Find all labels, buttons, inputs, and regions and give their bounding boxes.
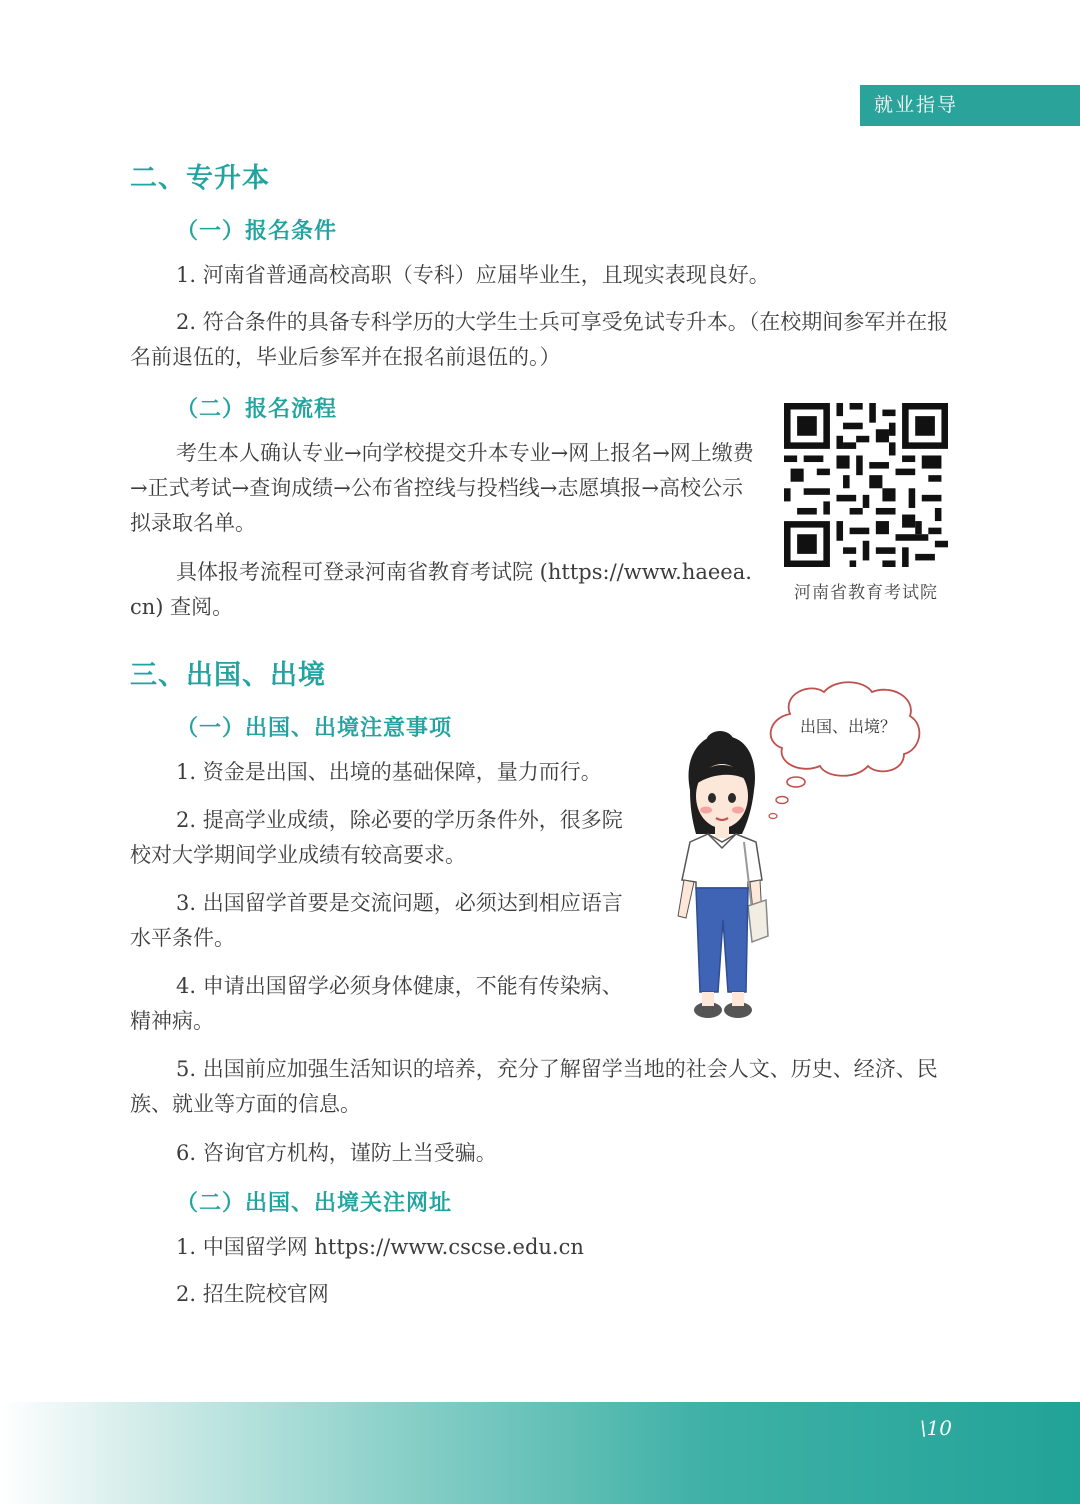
website-item-1: 1. 中国留学网 https://www.cscse.edu.cn — [176, 1235, 584, 1259]
section-title-abroad: 三、出国、出境 — [130, 660, 326, 691]
qr-code — [784, 403, 948, 567]
qr-caption: 河南省教育考试院 — [794, 583, 938, 603]
process-paragraph: 考生本人确认专业→向学校提交升本专业→网上报名→网上缴费→正式考试→查询成绩→公布省控线与投档线→志愿填报→高校公示拟录取名单。 — [130, 441, 754, 535]
section-title-upgrade: 二、专升本 — [130, 163, 270, 194]
thought-bubble — [760, 676, 930, 826]
note-item-5: 5. 出国前应加强生活知识的培养，充分了解留学当地的社会人文、历史、经济、民族、就业等方面的信息。 — [130, 1057, 938, 1116]
subsection-title-process: （二）报名流程 — [176, 397, 338, 422]
website-item-2: 2. 招生院校官网 — [176, 1282, 329, 1306]
note-item-2: 2. 提高学业成绩，除必要的学历条件外，很多院校对大学期间学业成绩有较高要求。 — [130, 808, 623, 867]
subsection-title-websites: （二）出国、出境关注网址 — [176, 1191, 453, 1216]
student-girl-illustration — [668, 730, 778, 1030]
note-item-4: 4. 申请出国留学必须身体健康，不能有传染病、精神病。 — [130, 974, 623, 1033]
requirement-item-2: 2. 符合条件的具备专科学历的大学生士兵可享受免试专升本。（在校期间参军并在报名前退伍的，毕业后参军并在报名前退伍的。） — [130, 310, 949, 369]
bubble-text: 出国、出境？ — [800, 717, 897, 736]
footer-band — [0, 1402, 1080, 1504]
note-item-1: 1. 资金是出国、出境的基础保障，量力而行。 — [176, 760, 602, 784]
note-item-6: 6. 咨询官方机构，谨防上当受骗。 — [176, 1141, 497, 1165]
subsection-title-requirements: （一）报名条件 — [176, 219, 338, 244]
requirement-item-1: 1. 河南省普通高校高职（专科）应届毕业生，且现实表现良好。 — [176, 263, 770, 287]
page-number: \10 — [919, 1416, 952, 1440]
section-tag: 就业指导 — [860, 85, 1080, 126]
note-item-3: 3. 出国留学首要是交流问题，必须达到相应语言水平条件。 — [130, 891, 623, 950]
process-link-paragraph: 具体报考流程可登录河南省教育考试院 (https://www.haeea.cn) 查阅。 — [130, 560, 752, 619]
subsection-title-notes: （一）出国、出境注意事项 — [176, 716, 453, 741]
